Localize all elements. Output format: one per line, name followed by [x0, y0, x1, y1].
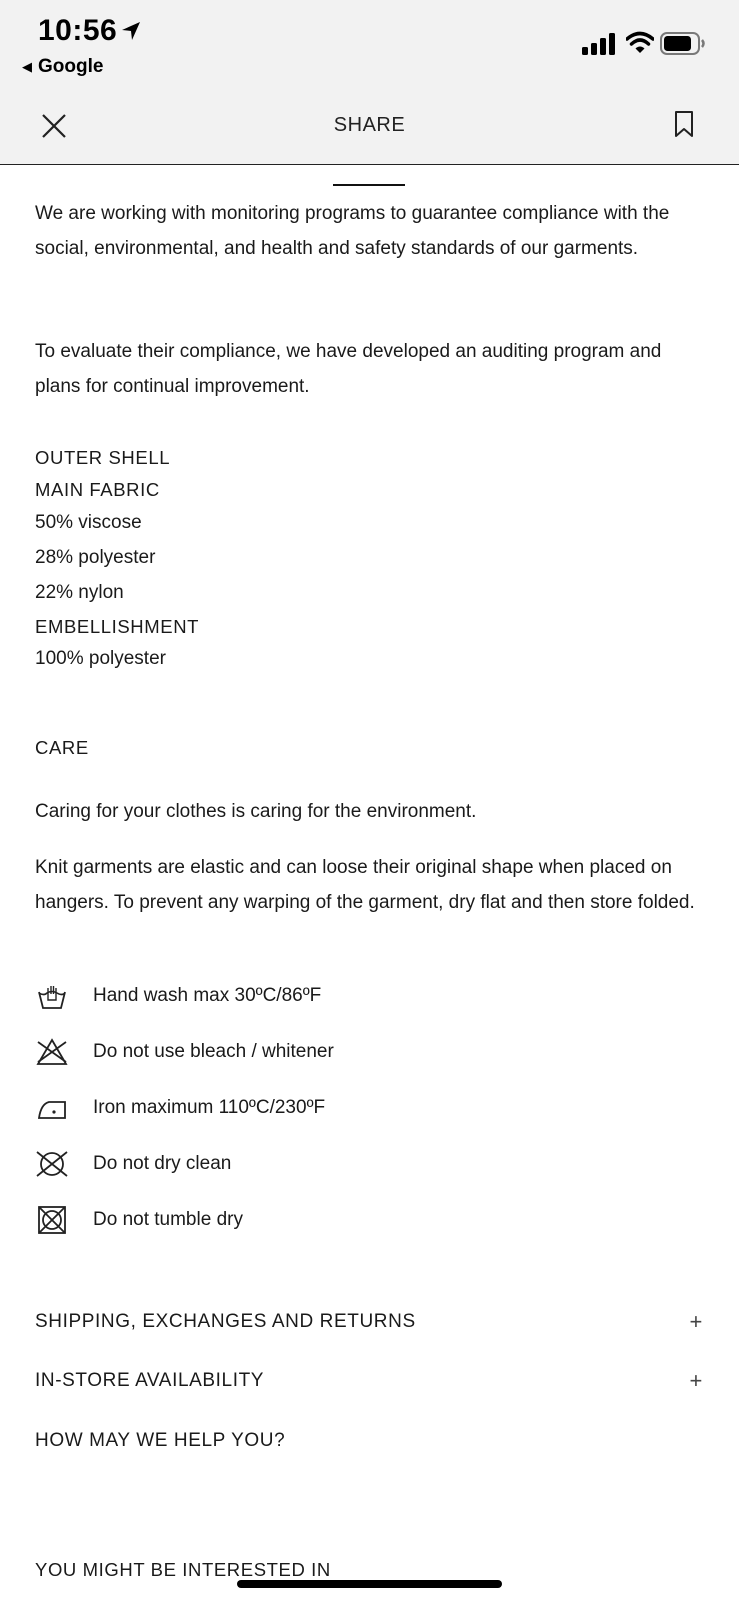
plus-icon: +: [689, 1368, 703, 1393]
help-label: HOW MAY WE HELP YOU?: [35, 1430, 286, 1451]
care-instruction-label: Iron maximum 110ºC/230ºF: [93, 1097, 326, 1118]
location-arrow-icon: [120, 20, 142, 42]
back-app-label: Google: [38, 56, 104, 77]
care-instruction: [35, 979, 322, 1013]
care-heading: CARE: [35, 737, 89, 758]
bookmark-button[interactable]: [674, 110, 694, 143]
battery-icon: [660, 32, 706, 56]
status-bar: [0, 0, 739, 92]
status-time: 10:56: [38, 14, 118, 47]
care-instruction-label: Do not tumble dry: [93, 1209, 243, 1230]
care-intro-text: Caring for your clothes is caring for the environment.: [35, 801, 477, 822]
auditing-paragraph: To evaluate their compliance, we have developed an auditing program and plans for continual improvement.: [35, 341, 662, 397]
care-instruction-label: Do not dry clean: [93, 1153, 232, 1174]
accordion-label: SHIPPING, EXCHANGES AND RETURNS: [35, 1311, 416, 1332]
bookmark-icon: [674, 110, 694, 138]
recommendations-heading: YOU MIGHT BE INTERESTED IN: [35, 1559, 331, 1580]
no-bleach-icon: [35, 1036, 69, 1068]
in-store-availability-accordion[interactable]: [35, 1361, 703, 1401]
help-link[interactable]: [35, 1421, 703, 1461]
knit-care-paragraph: Knit garments are elastic and can loose their original shape when placed on hangers. To prevent any warping of the garment, dry flat and then store folded.: [35, 857, 695, 913]
compliance-paragraph: We are working with monitoring programs to guarantee compliance with the social, environmental, and health and safety standards of our garments.: [35, 203, 670, 259]
care-instruction: [35, 1091, 326, 1125]
no-dry-clean-icon: [35, 1148, 69, 1180]
back-to-google-link[interactable]: [22, 56, 103, 78]
top-nav-bar: [0, 92, 739, 165]
back-triangle-icon: ◀: [22, 59, 32, 74]
care-instruction: [35, 1203, 243, 1237]
wifi-icon: [626, 31, 654, 55]
no-tumble-dry-icon: [35, 1204, 69, 1236]
accordion-label: IN-STORE AVAILABILITY: [35, 1370, 265, 1391]
plus-icon: +: [689, 1309, 703, 1334]
care-instruction-label: Do not use bleach / whitener: [93, 1041, 334, 1062]
shipping-returns-accordion[interactable]: [35, 1302, 703, 1342]
care-instruction-label: Hand wash max 30ºC/86ºF: [93, 985, 322, 1006]
main-fabric-heading: MAIN FABRIC: [35, 479, 160, 500]
embellishment-heading: EMBELLISHMENT: [35, 616, 200, 637]
care-instruction: [35, 1035, 334, 1069]
composition-item: 22% nylon: [35, 582, 124, 603]
hand-wash-icon: [35, 980, 69, 1012]
composition-item: 100% polyester: [35, 648, 166, 669]
composition-item: 50% viscose: [35, 512, 142, 533]
share-button[interactable]: SHARE: [333, 114, 406, 136]
home-indicator[interactable]: [237, 1580, 502, 1588]
composition-item: 28% polyester: [35, 547, 156, 568]
sheet-drag-handle[interactable]: [333, 184, 405, 186]
outer-shell-heading: OUTER SHELL: [35, 447, 171, 468]
iron-icon: [35, 1092, 69, 1124]
care-instruction: [35, 1147, 232, 1181]
cellular-signal-icon: [582, 33, 618, 55]
